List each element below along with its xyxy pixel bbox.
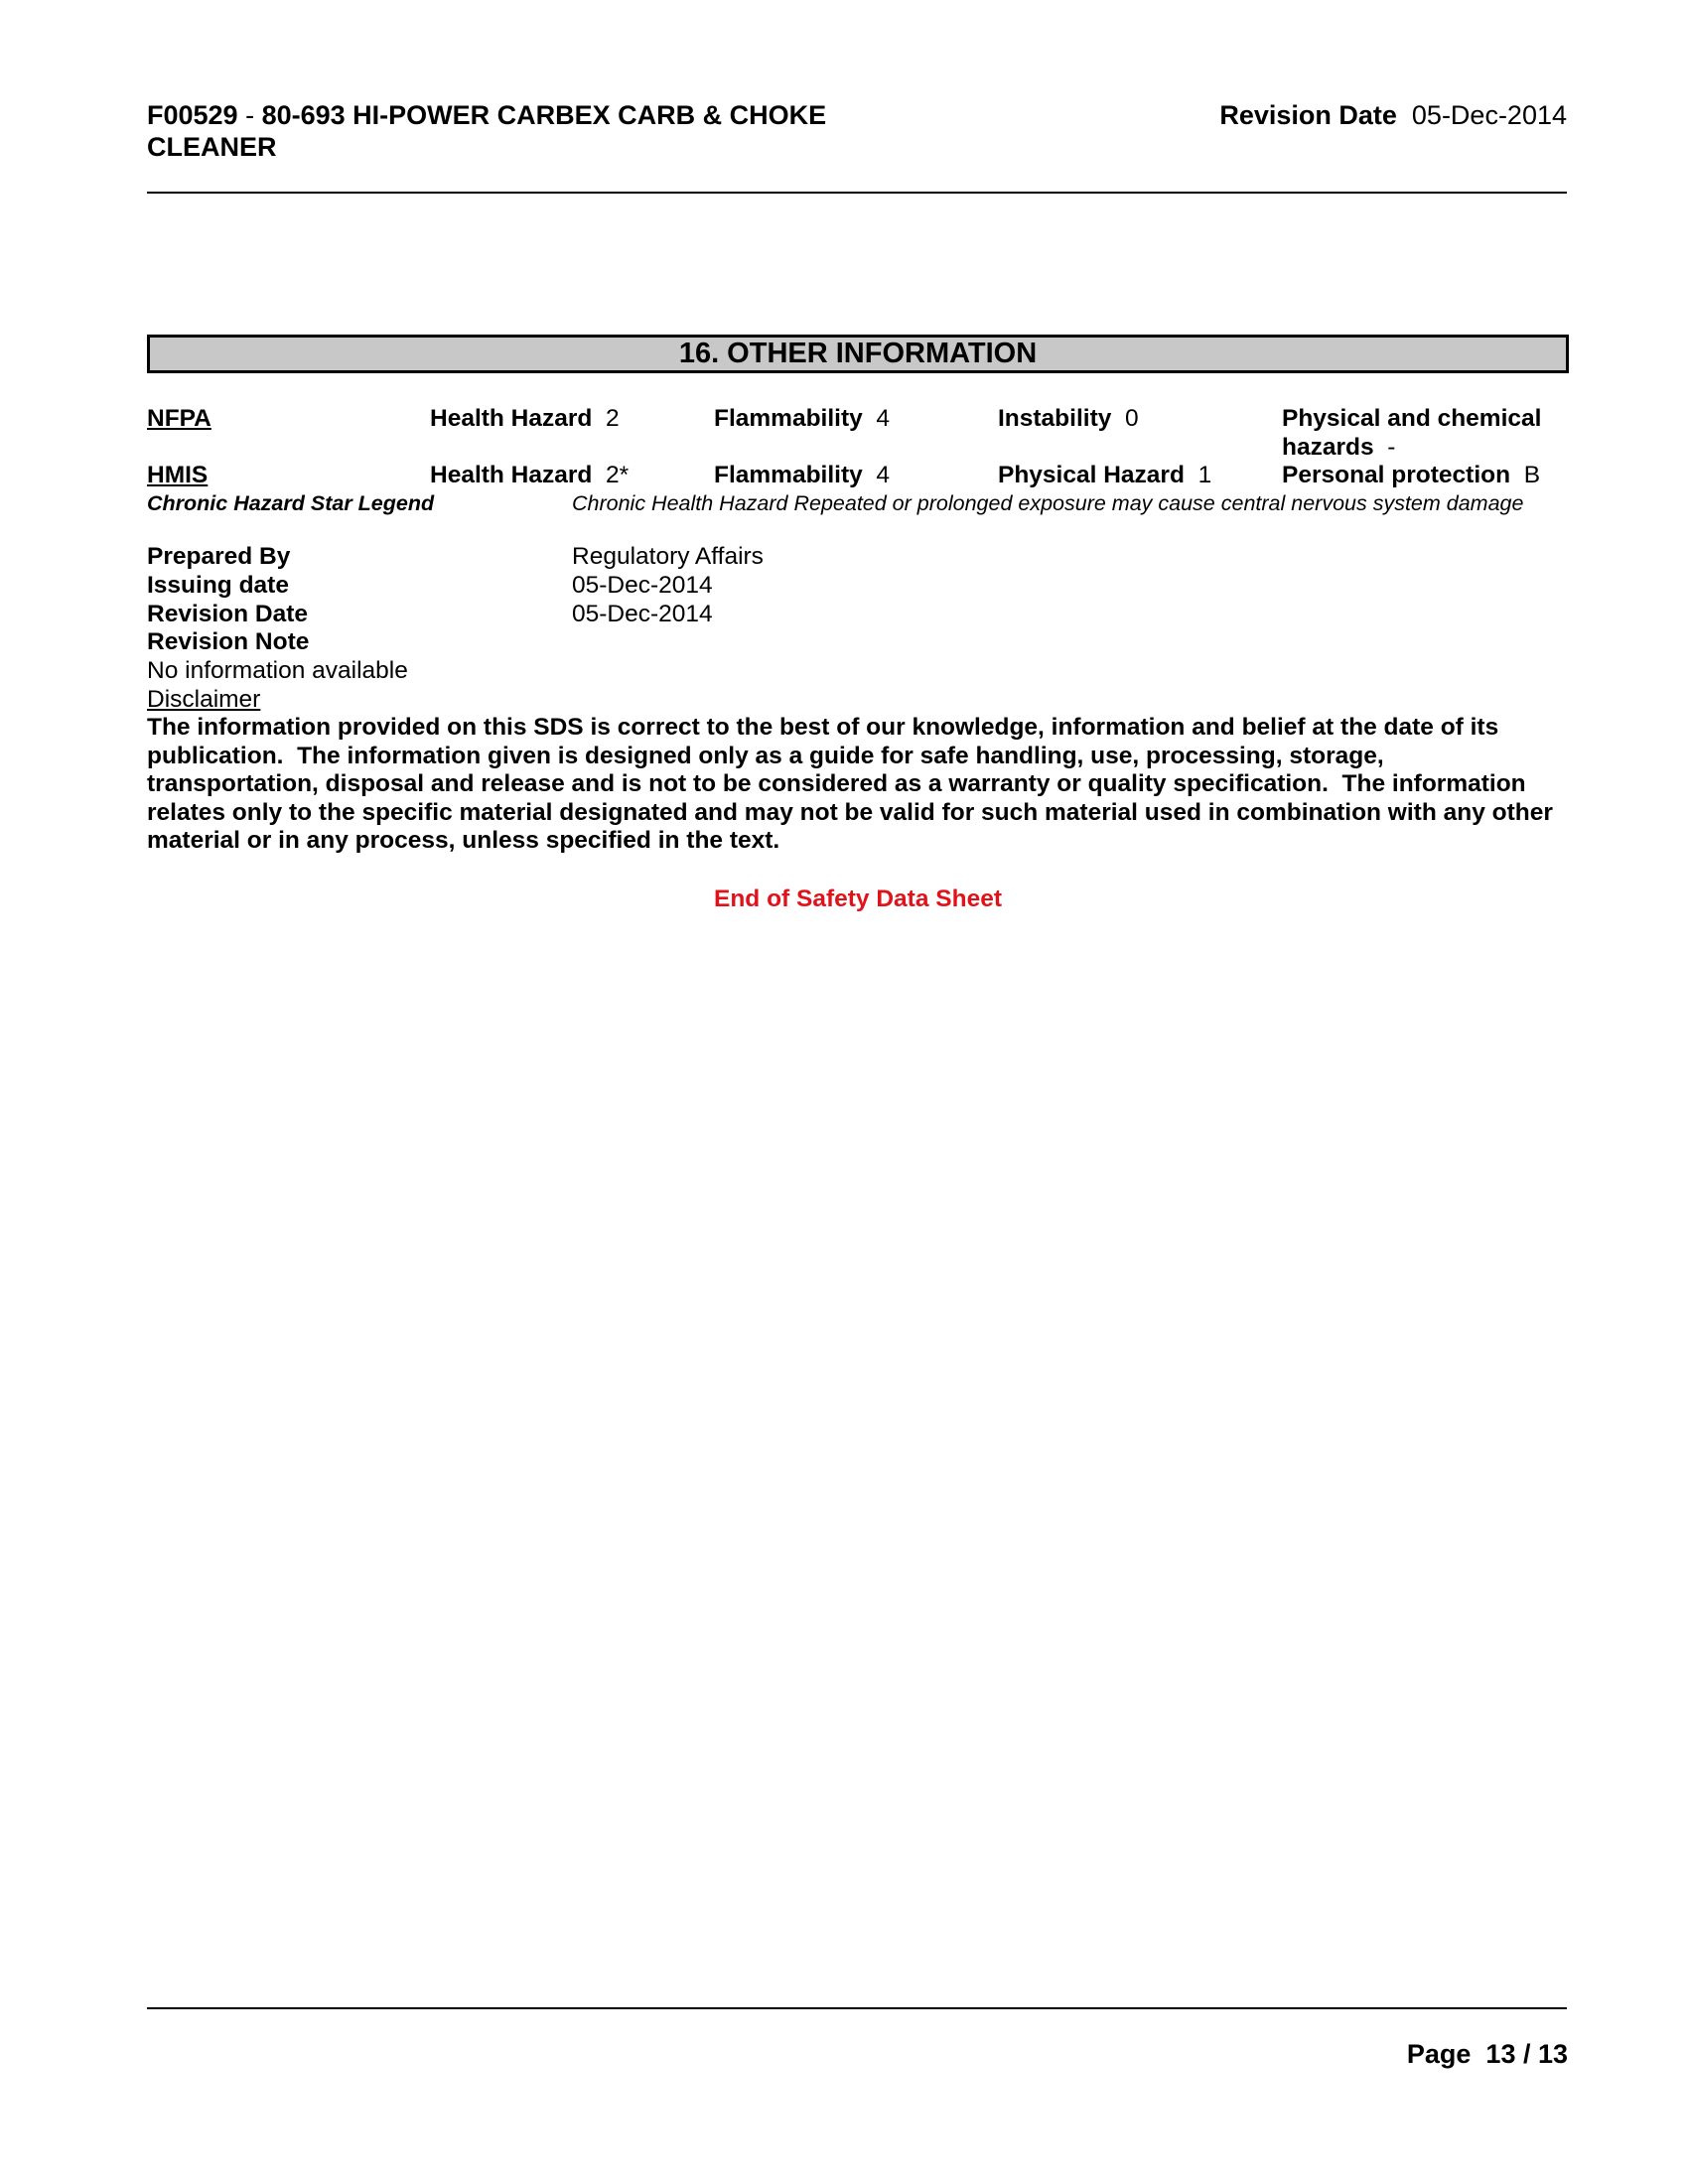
prepared-by-label: Prepared By: [147, 543, 291, 570]
revision-date-value: 05-Dec-2014: [572, 601, 713, 627]
issuing-date-label: Issuing date: [147, 572, 289, 599]
disclaimer-label: Disclaimer: [147, 686, 261, 713]
page-label: Page: [1406, 2039, 1472, 2069]
nfpa-flammability-value: 4: [876, 405, 891, 432]
product-name-line1: 80-693 HI-POWER CARBEX CARB & CHOKE: [261, 100, 827, 130]
page-value: 13 / 13: [1485, 2039, 1568, 2069]
revision-date-label: Revision Date: [147, 601, 309, 627]
hmis-physical: [998, 461, 1211, 489]
footer-rule: [147, 2007, 1567, 2009]
nfpa-physical-value: -: [1387, 434, 1396, 461]
disclaimer-paragraph: [147, 714, 1577, 856]
nfpa-physical-label-line1: Physical and chemical: [1282, 405, 1542, 432]
nfpa-health: [430, 404, 620, 433]
disclaimer-line: material or in any process, unless specified in the text.: [147, 827, 780, 854]
disclaimer-line: The information provided on this SDS is correct to the best of our knowledge, information and belief at the date of its: [147, 714, 1499, 741]
disclaimer-line: transportation, disposal and release and is not to be considered as a warranty or quality specification. The information: [147, 770, 1526, 797]
section-title: 16. OTHER INFORMATION: [678, 338, 1038, 369]
title-separator: -: [237, 100, 262, 130]
disclaimer-line: publication. The information given is designed only as a guide for safe handling, use, processing, storage,: [147, 742, 1384, 769]
page-number: [1407, 2039, 1568, 2070]
legend-text: Chronic Health Hazard Repeated or prolonged exposure may cause central nervous system damage: [572, 491, 1524, 515]
hmis-health-value: 2*: [606, 462, 630, 488]
hmis-health-label: Health Hazard: [430, 462, 593, 488]
nfpa-instability: [998, 404, 1139, 433]
header-rule: [147, 192, 1567, 194]
disclaimer-line: relates only to the specific material designated and may not be valid for such material used in combination with any other: [147, 798, 1553, 826]
nfpa-health-label: Health Hazard: [430, 405, 593, 432]
nfpa-health-value: 2: [606, 405, 620, 432]
product-code: F00529: [147, 100, 238, 130]
nfpa-flammability: [714, 404, 890, 433]
nfpa-physical: [1282, 404, 1541, 462]
legend-label: Chronic Hazard Star Legend: [147, 491, 435, 515]
nfpa-instability-label: Instability: [998, 405, 1112, 432]
nfpa-label: NFPA: [147, 405, 211, 432]
product-name-line2: CLEANER: [147, 132, 277, 162]
end-of-sheet-text: End of Safety Data Sheet: [714, 886, 1002, 912]
hmis-physical-value: 1: [1197, 462, 1212, 488]
nfpa-flammability-label: Flammability: [714, 405, 863, 432]
revision-note-label: Revision Note: [147, 628, 310, 655]
nfpa-physical-label-line2: hazards: [1282, 434, 1374, 461]
hmis-protection-value: B: [1523, 462, 1541, 488]
hmis-protection: [1282, 461, 1540, 489]
revision-note-value: No information available: [147, 657, 408, 684]
header-revision-value: 05-Dec-2014: [1411, 100, 1567, 130]
hmis-health: [430, 461, 629, 489]
hmis-flammability-value: 4: [876, 462, 891, 488]
hmis-physical-label: Physical Hazard: [998, 462, 1185, 488]
section-title-bar: [147, 335, 1569, 373]
header-revision-label: Revision Date: [1219, 100, 1397, 130]
nfpa-instability-value: 0: [1124, 405, 1139, 432]
hmis-flammability: [714, 461, 890, 489]
prepared-by-value: Regulatory Affairs: [572, 543, 764, 570]
document-title: [147, 99, 941, 163]
issuing-date-value: 05-Dec-2014: [572, 572, 713, 599]
hmis-protection-label: Personal protection: [1282, 462, 1511, 488]
hmis-label: HMIS: [147, 462, 209, 488]
header-revision: [1219, 99, 1567, 131]
hmis-flammability-label: Flammability: [714, 462, 863, 488]
